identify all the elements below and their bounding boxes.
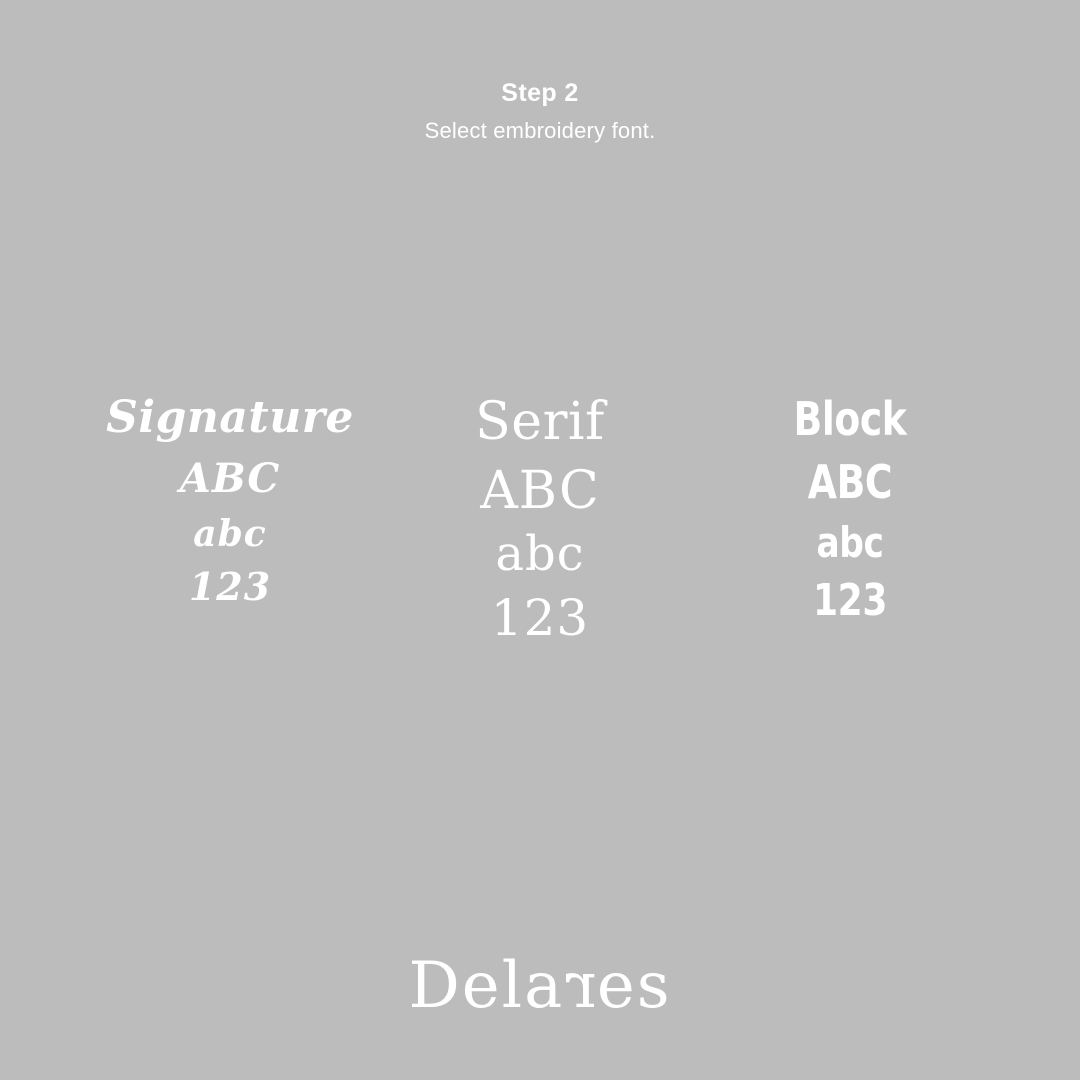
font-option-serif[interactable] [390, 392, 690, 654]
brand-wordmark-part-2: es [596, 949, 672, 1023]
font-option-list [80, 392, 1000, 654]
brand-logo [0, 949, 1080, 1023]
brand-wordmark [408, 949, 672, 1023]
page-subtitle: Select embroidery font. [424, 118, 656, 143]
font-option-signature-label: Signature [106, 392, 354, 443]
brand-wordmark-part-1: Dela [408, 949, 565, 1023]
font-option-block[interactable] [700, 392, 1000, 635]
font-option-signature-numeral-sample: 123 [188, 564, 272, 610]
font-option-serif-label: Serif [475, 392, 605, 452]
font-option-block-label: Block [793, 392, 907, 446]
brand-wordmark-flipped-letter: r [564, 949, 597, 1023]
font-option-block-lowercase-sample: abc [816, 517, 884, 567]
font-option-signature-lowercase-sample: abc [193, 512, 267, 555]
font-option-signature-uppercase-sample: ABC [179, 455, 281, 503]
header [0, 78, 1080, 146]
page-title: Step 2 [501, 79, 579, 107]
font-option-block-numeral-sample: 123 [812, 574, 888, 626]
font-option-block-uppercase-sample: ABC [807, 455, 893, 510]
font-option-signature[interactable] [80, 392, 380, 621]
font-option-serif-lowercase-sample: abc [495, 525, 585, 582]
font-option-serif-uppercase-sample: ABC [480, 460, 600, 521]
font-option-serif-numeral-sample: 123 [490, 588, 590, 647]
